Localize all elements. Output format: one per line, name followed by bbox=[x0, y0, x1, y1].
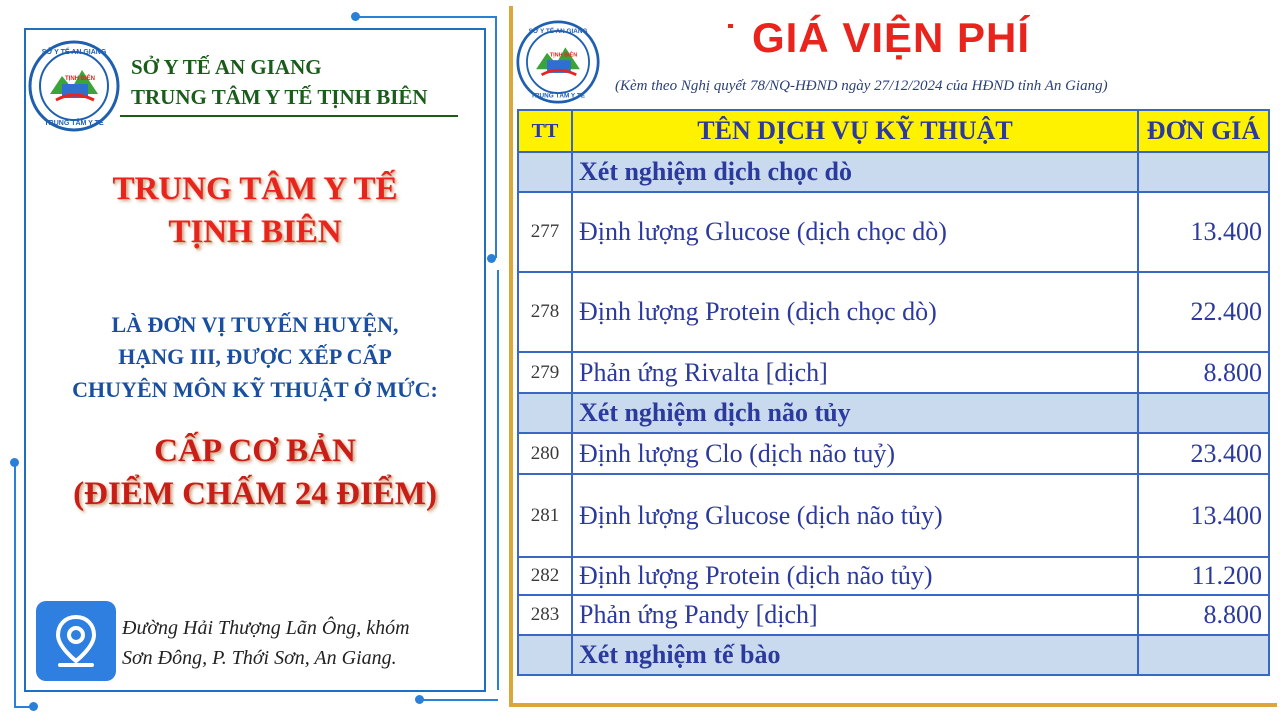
address-line1: Đường Hải Thượng Lãn Ông, khóm bbox=[122, 617, 410, 639]
service-name: Xét nghiệm tế bào bbox=[572, 635, 1138, 675]
row-number: 280 bbox=[518, 433, 572, 474]
row-number bbox=[518, 393, 572, 433]
decor-line-top bbox=[356, 16, 496, 18]
unit-price bbox=[1138, 152, 1269, 192]
table-header-row bbox=[518, 110, 1269, 152]
table-body bbox=[518, 152, 1269, 675]
center-title-line2: TỊNH BIÊN bbox=[168, 214, 342, 250]
price-subtitle: (Kèm theo Nghị quyết 78/NQ-HĐND ngày 27/12/2024 của HĐND tỉnh An Giang) bbox=[615, 78, 1108, 94]
panel-border-left bbox=[509, 6, 513, 706]
service-name: Phản ứng Pandy [dịch] bbox=[572, 595, 1138, 635]
unit-price: 23.400 bbox=[1138, 433, 1269, 474]
service-name: Định lượng Glucose (dịch chọc dò) bbox=[572, 192, 1138, 272]
row-number: 278 bbox=[518, 272, 572, 352]
address-line2: Sơn Đông, P. Thới Sơn, An Giang. bbox=[122, 647, 397, 669]
group-row bbox=[518, 152, 1269, 192]
unit-price: 8.800 bbox=[1138, 595, 1269, 635]
center-title-line1: TRUNG TÂM Y TẾ bbox=[112, 171, 398, 207]
decor-line-right bbox=[495, 16, 497, 258]
unit-price: 22.400 bbox=[1138, 272, 1269, 352]
service-name: Xét nghiệm dịch não tủy bbox=[572, 393, 1138, 433]
service-name: Định lượng Protein (dịch chọc dò) bbox=[572, 272, 1138, 352]
row-number: 282 bbox=[518, 557, 572, 595]
decor-line-right-lower bbox=[497, 270, 499, 690]
unit-price bbox=[1138, 393, 1269, 433]
decor-line-bottom bbox=[420, 699, 498, 701]
panel-logo bbox=[516, 20, 600, 104]
title-mark bbox=[728, 24, 733, 28]
table-row bbox=[518, 192, 1269, 272]
service-name: Định lượng Clo (dịch não tuỷ) bbox=[572, 433, 1138, 474]
row-number: 283 bbox=[518, 595, 572, 635]
location-tile bbox=[36, 601, 116, 681]
table-row bbox=[518, 557, 1269, 595]
header-name: TÊN DỊCH VỤ KỸ THUẬT bbox=[572, 110, 1138, 152]
panel-border-bottom bbox=[509, 703, 1277, 707]
org-name-center: TRUNG TÂM Y TẾ TỊNH BIÊN bbox=[131, 85, 428, 109]
unit-price: 13.400 bbox=[1138, 192, 1269, 272]
row-number: 281 bbox=[518, 474, 572, 557]
panel-logo-text-mid: TỊNH BIÊN bbox=[549, 52, 578, 59]
service-name: Định lượng Glucose (dịch não tủy) bbox=[572, 474, 1138, 557]
service-name: Định lượng Protein (dịch não tủy) bbox=[572, 557, 1138, 595]
decor-dot bbox=[29, 702, 38, 711]
service-name: Phản ứng Rivalta [dịch] bbox=[572, 352, 1138, 393]
logo-text-top: SỞ Y TẾ AN GIANG bbox=[41, 49, 107, 56]
logo-text-mid: TỊNH BIÊN bbox=[65, 76, 95, 82]
decor-dot bbox=[487, 254, 496, 263]
unit-price bbox=[1138, 635, 1269, 675]
service-name: Xét nghiệm dịch chọc dò bbox=[572, 152, 1138, 192]
price-table bbox=[517, 109, 1270, 676]
row-number: 279 bbox=[518, 352, 572, 393]
header-price: ĐƠN GIÁ bbox=[1138, 110, 1269, 152]
row-number bbox=[518, 152, 572, 192]
org-underline bbox=[120, 115, 458, 117]
description-line3: CHUYÊN MÔN KỸ THUẬT Ở MỨC: bbox=[72, 377, 438, 402]
panel-logo-text-bottom: TRUNG TÂM Y TẾ bbox=[531, 92, 585, 100]
map-pin-icon bbox=[36, 601, 116, 681]
unit-price: 8.800 bbox=[1138, 352, 1269, 393]
level-line1: CẤP CƠ BẢN bbox=[154, 433, 356, 469]
table-row bbox=[518, 433, 1269, 474]
hospital-logo bbox=[28, 40, 120, 132]
table-row bbox=[518, 272, 1269, 352]
decor-dot bbox=[10, 458, 19, 467]
price-title: GIÁ VIỆN PHÍ bbox=[752, 14, 1031, 61]
decor-dot bbox=[351, 12, 360, 21]
org-name-department: SỞ Y TẾ AN GIANG bbox=[131, 55, 322, 79]
row-number: 277 bbox=[518, 192, 572, 272]
group-row bbox=[518, 393, 1269, 433]
logo-text-bottom: TRUNG TÂM Y TẾ bbox=[44, 120, 104, 127]
table-row bbox=[518, 595, 1269, 635]
unit-price: 11.200 bbox=[1138, 557, 1269, 595]
table-row bbox=[518, 474, 1269, 557]
description-line1: LÀ ĐƠN VỊ TUYẾN HUYỆN, bbox=[111, 312, 399, 337]
panel-logo-text-top: SỞ Y TẾ AN GIANG bbox=[528, 27, 588, 35]
unit-price: 13.400 bbox=[1138, 474, 1269, 557]
header-tt: TT bbox=[518, 110, 572, 152]
row-number bbox=[518, 635, 572, 675]
group-row bbox=[518, 635, 1269, 675]
level-line2: (ĐIỂM CHẤM 24 ĐIỂM) bbox=[73, 476, 437, 512]
decor-dot bbox=[415, 695, 424, 704]
table-row bbox=[518, 352, 1269, 393]
description-line2: HẠNG III, ĐƯỢC XẾP CẤP bbox=[118, 344, 392, 369]
decor-line-left bbox=[14, 462, 16, 708]
